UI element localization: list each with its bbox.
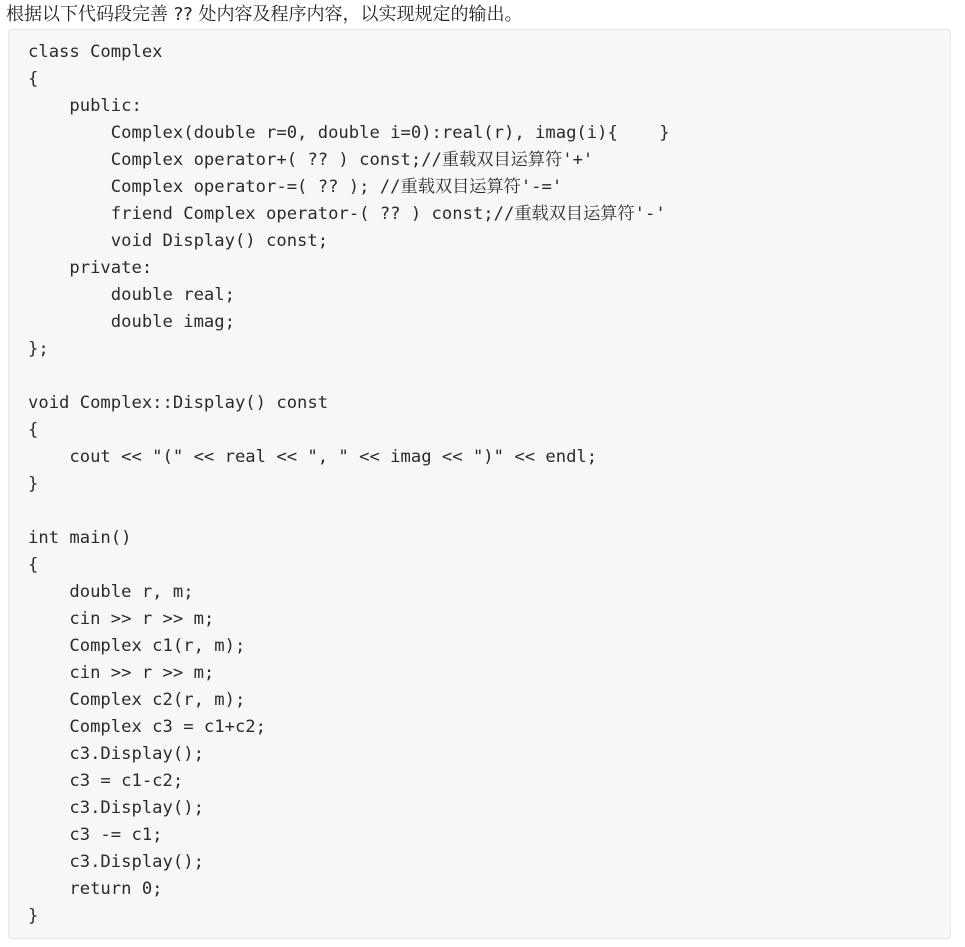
code-line: Complex(double r=0, double i=0):real(r), imag(i){ }	[28, 123, 670, 143]
code-line: c3 -= c1;	[28, 825, 163, 845]
code-line: cout << "(" << real << ", " << imag << ")" << endl;	[28, 447, 598, 467]
code-line: c3.Display();	[28, 798, 204, 818]
question-text: 根据以下代码段完善 ?? 处内容及程序内容，以实现规定的输出。	[6, 4, 523, 25]
code-line: Complex c2(r, m);	[28, 690, 246, 710]
code-line: {	[28, 69, 39, 89]
code-line	[28, 498, 670, 525]
code-line: Complex operator+( ?? ) const;//重载双目运算符'+'	[28, 150, 594, 170]
code-line: }	[28, 474, 39, 494]
code-line: cin >> r >> m;	[28, 663, 215, 683]
code-line: Complex c1(r, m);	[28, 636, 246, 656]
code-line: Complex operator-=( ?? ); //重载双目运算符'-='	[28, 177, 563, 197]
code-line: };	[28, 339, 49, 359]
code-line: c3.Display();	[28, 852, 204, 872]
code-line: c3 = c1-c2;	[28, 771, 184, 791]
code-line: private:	[28, 258, 153, 278]
code-line: void Complex::Display() const	[28, 393, 329, 413]
code-line: c3.Display();	[28, 744, 204, 764]
code-line: Complex c3 = c1+c2;	[28, 717, 266, 737]
code-line: void Display() const;	[28, 231, 329, 251]
code-line: }	[28, 906, 39, 926]
code-line: double imag;	[28, 312, 235, 332]
code-line: double r, m;	[28, 582, 194, 602]
code-line: double real;	[28, 285, 235, 305]
code-block	[8, 29, 951, 939]
code-line	[28, 363, 670, 390]
code-line: cin >> r >> m;	[28, 609, 215, 629]
code-line: friend Complex operator-( ?? ) const;//重载双目运算符'-'	[28, 204, 666, 224]
code-line: {	[28, 420, 39, 440]
code-line: int main()	[28, 528, 132, 548]
code-line: class Complex	[28, 42, 163, 62]
code-line: return 0;	[28, 879, 163, 899]
code-lines	[28, 39, 670, 930]
code-line: {	[28, 555, 39, 575]
code-line: public:	[28, 96, 142, 116]
